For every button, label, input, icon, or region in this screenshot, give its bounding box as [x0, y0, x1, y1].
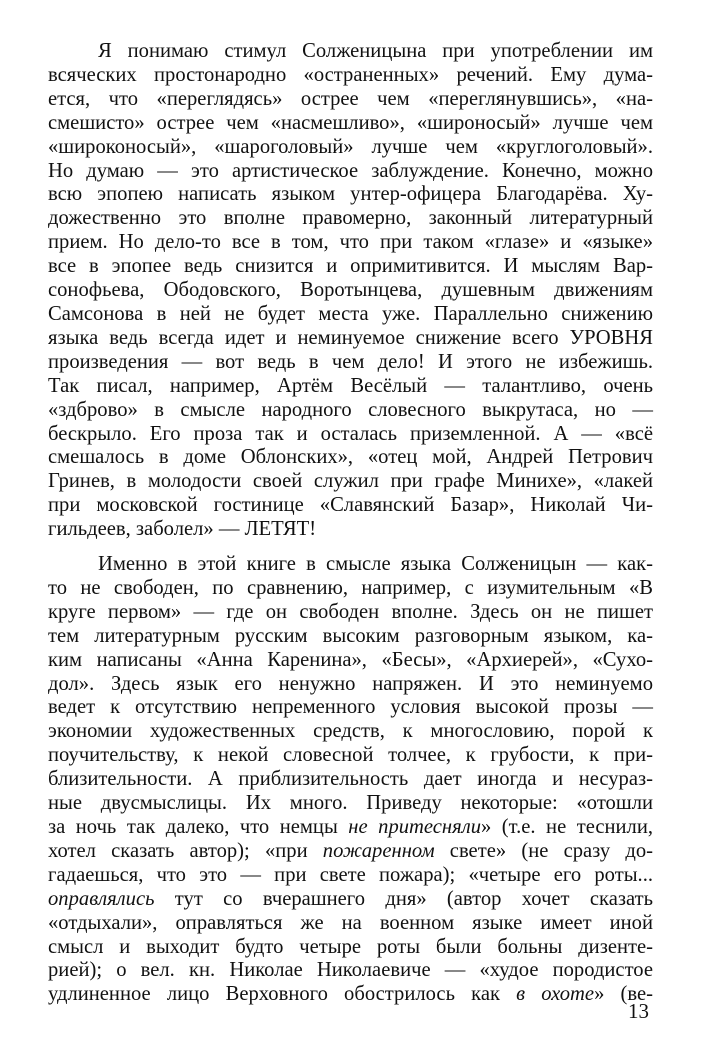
text-line: поучительству, к некой словесной толчее, к грубости, к при-: [48, 744, 653, 767]
text-line: [48, 840, 653, 864]
text-line: [48, 888, 653, 912]
text-line: ные двусмыслицы. Их много. Приведу некоторые: «отошли: [48, 792, 653, 815]
text-line: гадаешься, что это — при свете пожара); «четыре его роты...: [48, 863, 653, 886]
text-line: все в эпопее ведь снизится и опримитивится. И мыслям Вар-: [48, 255, 653, 278]
italic-run: пожаренном: [322, 839, 435, 862]
text-line: круге первом» — где он свободен вполне. Здесь он не пишет: [48, 600, 653, 623]
paragraph-1: [48, 40, 653, 542]
text-line: рией); о вел. кн. Николае Николаевиче — «худое породистое: [48, 959, 653, 982]
text-line: «здброво» в смысле народного словесного выкрутаса, но —: [48, 398, 653, 421]
text-line: тем литературным русским высоким разговорным языком, ка-: [48, 624, 653, 647]
text-line: гильдеев, заболел» — ЛЕТЯТ!: [48, 518, 317, 541]
paragraph-2: [48, 553, 653, 1007]
text-line: Я понимаю стимул Солженицына при употреблении им: [98, 40, 653, 62]
text-line: [48, 816, 653, 840]
text-line: [48, 983, 653, 1007]
text-run: тут со вчерашнего дня» (автор хочет сказать: [154, 887, 653, 910]
text-run: » (т.е. не теснили,: [481, 816, 653, 838]
italic-run: оправлялись: [48, 887, 155, 910]
text-line: ким написаны «Анна Каренина», «Бесы», «Архиерей», «Сухо-: [48, 648, 653, 671]
text-line: дожественно это вполне правомерно, законный литературный: [48, 207, 653, 230]
text-line: прием. Но дело-то все в том, что при таком «глазе» и «языке»: [48, 231, 653, 254]
page-body: [48, 40, 653, 1007]
text-line: ведет к отсутствию непременного условия высокой прозы —: [48, 696, 653, 719]
page-number: 13: [628, 999, 649, 1023]
text-line: при московской гостинице «Славянский Базар», Николай Чи-: [48, 494, 653, 517]
text-line: Гринев, в молодости своей служил при графе Минихе», «лакей: [48, 470, 653, 493]
text-line: ется, что «переглядясь» острее чем «переглянувшись», «на-: [48, 87, 653, 110]
italic-run: в охоте: [516, 983, 595, 1006]
text-line: сонофьева, Ободовского, Воротынцева, душевным движениям: [48, 279, 653, 302]
text-line: языка ведь всегда идет и неминуемое снижение всего УРОВНЯ: [48, 326, 653, 349]
text-line: Но думаю — это артистическое заблуждение. Конечно, можно: [48, 159, 653, 182]
text-line: всю эпопею написать языком унтер-офицера Благодарёва. Ху-: [48, 183, 653, 206]
text-run: хотел сказать автор); «при: [48, 839, 323, 862]
text-line: смысл и выходит будто четыре роты были больны дизенте-: [48, 935, 653, 958]
text-line: Именно в этой книге в смысле языка Солженицын — как-: [98, 553, 653, 576]
text-run: за ночь так далеко, что немцы: [48, 816, 349, 838]
text-run: свете» (не сразу до-: [434, 839, 653, 862]
text-line: всяческих простонародно «остраненных» речений. Ему дума-: [48, 63, 653, 86]
text-line: дол». Здесь язык его ненужно напряжен. И это неминуемо: [48, 672, 653, 695]
text-line: бескрыло. Его проза так и осталась приземленной. А — «всё: [48, 422, 653, 445]
text-line: экономии художественных средств, к многословию, порой к: [48, 720, 653, 743]
text-line: то не свободен, по сравнению, например, с изумительным «В: [48, 576, 653, 599]
text-line: «широконосый», «шароголовый» лучше чем «круглоголовый».: [48, 135, 653, 158]
text-run: удлиненное лицо Верховного обострилось как: [48, 983, 517, 1006]
italic-run: не притесняли: [348, 816, 481, 838]
text-line: «отдыхали», оправляться же на военном языке имеет иной: [48, 911, 653, 934]
text-line: Так писал, например, Артём Весёлый — талантливо, очень: [48, 374, 653, 397]
text-run: » (ве-: [594, 983, 654, 1006]
text-line: близительности. А приблизительность дает иногда и несураз-: [48, 768, 653, 791]
text-line: произведения — вот ведь в чем дело! И этого не избежишь.: [48, 350, 653, 373]
text-line: смешалось в доме Облонских», «отец мой, Андрей Петрович: [48, 446, 653, 469]
text-line: Самсонова в ней не будет места уже. Параллельно снижению: [48, 302, 653, 325]
text-line: смешисто» острее чем «насмешливо», «широносый» лучше чем: [48, 111, 653, 134]
